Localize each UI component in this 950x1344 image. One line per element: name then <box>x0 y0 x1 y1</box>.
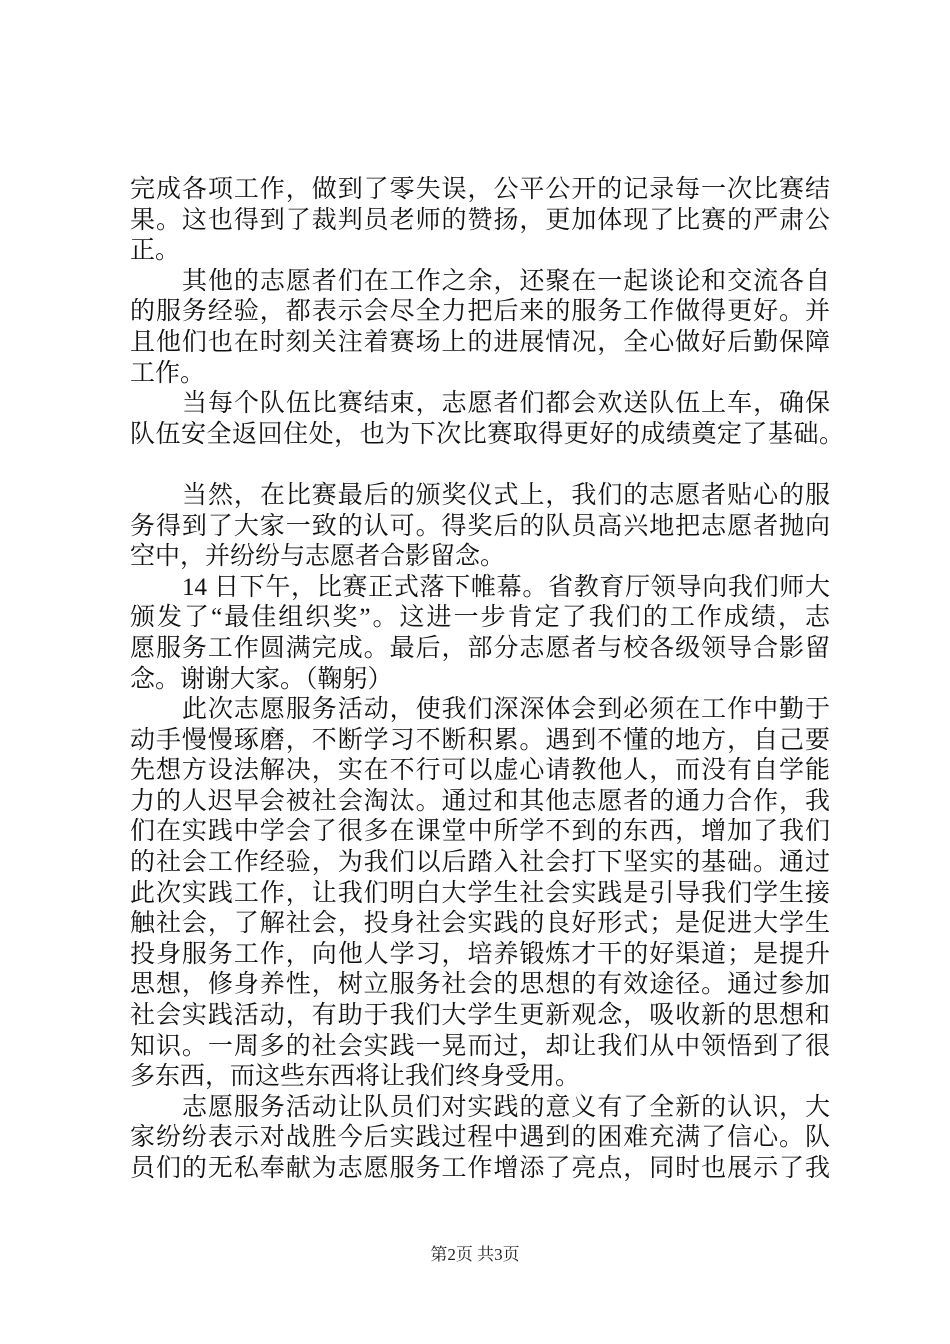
text-line: 念。谢谢大家。（鞠躬） <box>130 665 393 693</box>
text-line: 触社会，了解社会，投身社会实践的良好形式；是促进大学生 <box>130 910 830 938</box>
text-line: 完成各项工作，做到了零失误，公平公开的记录每一次比赛结 <box>130 176 830 203</box>
text-line: 务得到了大家一致的认可。得奖后的队员高兴地把志愿者抛向 <box>130 512 830 540</box>
paragraph <box>130 267 830 389</box>
text-line: 动手慢慢琢磨，不断学习不断积累。遇到不懂的地方，自己要 <box>130 726 830 754</box>
text-line: 的服务经验，都表示会尽全力把后来的服务工作做得更好。并 <box>130 298 830 326</box>
text-line: 此次实践工作，让我们明白大学生社会实践是引导我们学生接 <box>130 879 830 907</box>
text-line: 正。 <box>130 237 181 265</box>
text-line: 当然，在比赛最后的颁奖仪式上，我们的志愿者贴心的服 <box>182 481 830 509</box>
text-line: 们在实践中学会了很多在课堂中所学不到的东西，增加了我们 <box>130 818 830 846</box>
paragraph <box>130 695 830 1093</box>
text-line: 志愿服务活动让队员们对实践的意义有了全新的认识，大 <box>182 1093 830 1121</box>
paragraph <box>130 573 830 695</box>
text-line: 家纷纷表示对战胜今后实践过程中遇到的困难充满了信心。队 <box>130 1124 830 1152</box>
text-line: 思想，修身养性，树立服务社会的思想的有效途径。通过参加 <box>130 971 830 999</box>
blank-line <box>130 450 830 481</box>
paragraph <box>130 389 844 450</box>
text-line: 此次志愿服务活动，使我们深深体会到必须在工作中勤于 <box>182 696 830 724</box>
document-body <box>130 175 844 1185</box>
text-line: 颁发了“最佳组织奖”。这进一步肯定了我们的工作成绩，志 <box>130 604 830 632</box>
paragraph <box>130 175 830 267</box>
text-line: 投身服务工作，向他人学习，培养锻炼才干的好渠道；是提升 <box>130 940 830 968</box>
page-footer <box>0 1243 950 1267</box>
text-line: 空中，并纷纷与志愿者合影留念。 <box>130 543 506 571</box>
text-line: 且他们也在时刻关注着赛场上的进展情况，全心做好后勤保障 <box>130 328 830 356</box>
text-line: 多东西，而这些东西将让我们终身受用。 <box>130 1063 581 1091</box>
text-line: 社会实践活动，有助于我们大学生更新观念，吸收新的思想和 <box>130 1002 830 1030</box>
text-line: 工作。 <box>130 359 206 387</box>
text-line: 力的人迟早会被社会淘汰。通过和其他志愿者的通力合作，我 <box>130 787 830 815</box>
text-line: 其他的志愿者们在工作之余，还聚在一起谈论和交流各自 <box>182 267 830 295</box>
paragraph <box>130 1093 830 1185</box>
text-line: 14 日下午，比赛正式落下帷幕。省教育厅领导向我们师大 <box>182 573 830 601</box>
text-line: 员们的无私奉献为志愿服务工作增添了亮点，同时也展示了我 <box>130 1155 830 1182</box>
paragraph <box>130 481 830 573</box>
text-line: 愿服务工作圆满完成。最后，部分志愿者与校各级领导合影留 <box>130 634 830 662</box>
text-line: 先想方设法解决，实在不行可以虚心请教他人，而没有自学能 <box>130 757 830 785</box>
text-line: 当每个队伍比赛结束，志愿者们都会欢送队伍上车，确保 <box>182 390 830 418</box>
text-line: 果。这也得到了裁判员老师的赞扬，更加体现了比赛的严肃公 <box>130 206 830 234</box>
text-line: 知识。一周多的社会实践一晃而过，却让我们从中领悟到了很 <box>130 1032 830 1060</box>
text-line: 的社会工作经验，为我们以后踏入社会打下坚实的基础。通过 <box>130 849 830 877</box>
text-line: 队伍安全返回住处，也为下次比赛取得更好的成绩奠定了基础。 <box>130 420 844 448</box>
page-number-label: 第2页 共3页 <box>430 1245 520 1264</box>
